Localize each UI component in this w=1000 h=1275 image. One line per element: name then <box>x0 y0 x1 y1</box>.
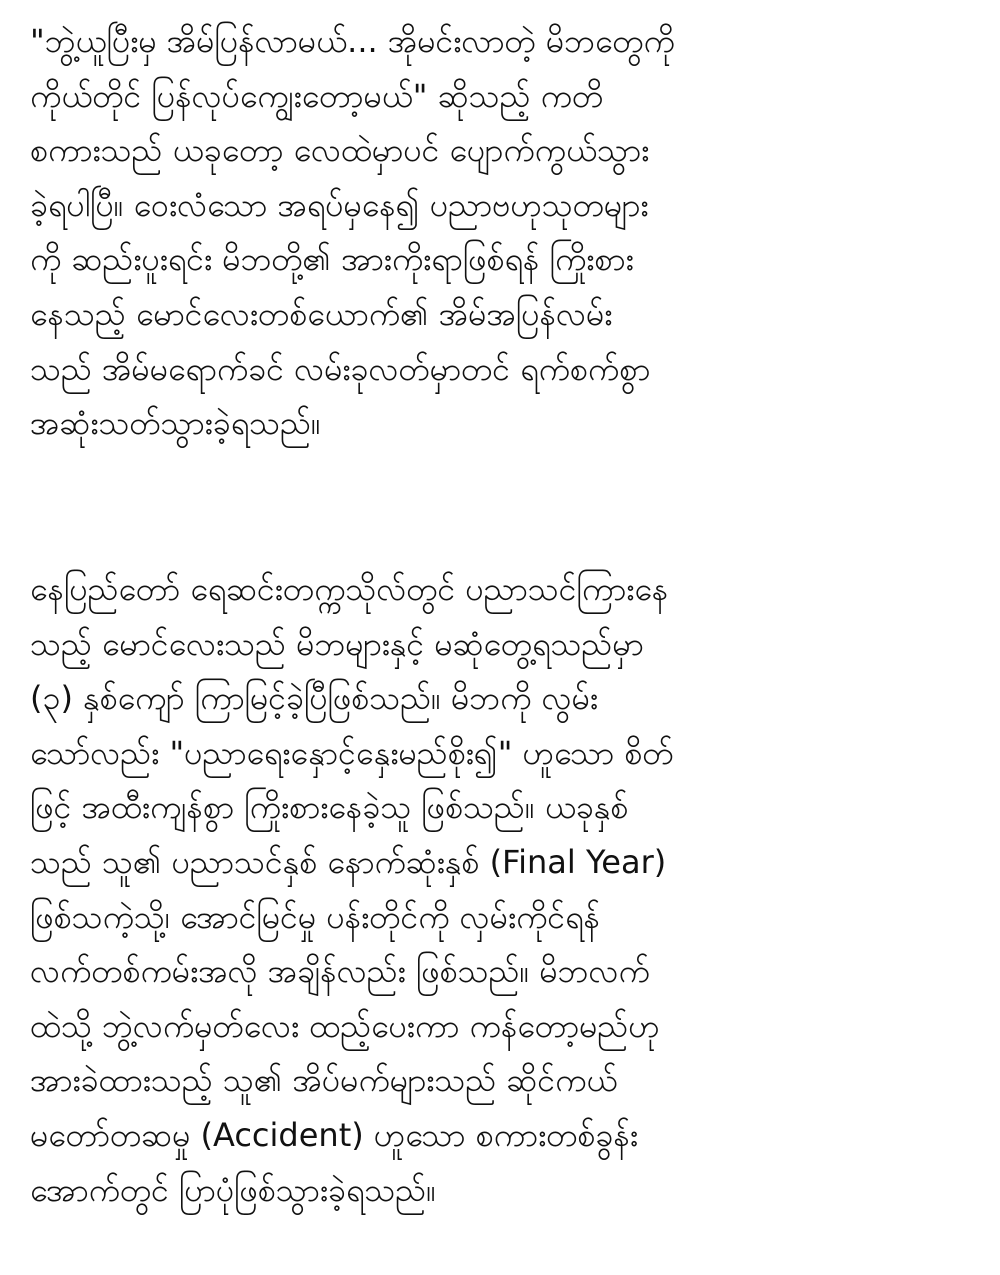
text-line: ဖြစ်သကဲ့သို့၊ အောင်မြင်မှု ပန်းတိုင်ကို လှမ်းကိုင်ရန် <box>30 897 601 936</box>
text-line: ဖြင့် အထီးကျန်စွာ ကြိုးစားနေခဲ့သူ ဖြစ်သည်။ ယခုနှစ် <box>30 788 629 827</box>
text-line: နေပြည်တော် ရေဆင်းတက္ကသိုလ်တွင် ပညာသင်ကြားနေ <box>30 570 669 608</box>
text-line: သော်လည်း "ပညာရေးနှောင့်နှေးမည်စိုး၍" ဟူသော စိတ် <box>30 733 674 772</box>
paragraph-2 <box>30 562 980 1217</box>
text-line: အောက်တွင် ပြာပုံဖြစ်သွားခဲ့ရသည်။ <box>30 1170 436 1209</box>
text-line: နေသည့် မောင်လေးတစ်ယောက်၏ အိမ်အပြန်လမ်း <box>30 294 613 333</box>
text-line: ခဲ့ရပါပြီ။ ဝေးလံသော အရပ်မှနေ၍ ပညာဗဟုသုတများ <box>30 185 649 224</box>
text-line: သည် အိမ်မရောက်ခင် လမ်းခုလတ်မှာတင် ရက်စက်စွာ <box>30 349 651 388</box>
text-line: "ဘွဲ့ယူပြီးမှ အိမ်ပြန်လာမယ်... အိုမင်းလာတဲ့ မိဘတွေကို <box>30 22 675 60</box>
text-line: ထဲသို့ ဘွဲ့လက်မှတ်လေး ထည့်ပေးကာ ကန်တော့မည်ဟု <box>30 1006 660 1045</box>
text-line: စကားသည် ယခုတော့ လေထဲမှာပင် ပျောက်ကွယ်သွား <box>30 131 650 170</box>
text-line: (၃) နှစ်ကျော် ကြာမြင့်ခဲ့ပြီဖြစ်သည်။ မိဘကို လွမ်း <box>30 679 598 718</box>
text-line: အားခဲထားသည့် သူ၏ အိပ်မက်များသည် ဆိုင်ကယ် <box>30 1061 618 1100</box>
text-line: လက်တစ်ကမ်းအလို အချိန်လည်း ဖြစ်သည်။ မိဘလက် <box>30 952 650 991</box>
text-line: ကို ဆည်းပူးရင်း မိဘတို့၏ အားကိုးရာဖြစ်ရန် ကြိုးစား <box>30 240 634 279</box>
text-line: သည့် မောင်လေးသည် မိဘများနှင့် မဆုံတွေ့ရသည်မှာ <box>30 624 644 663</box>
paragraph-1 <box>30 14 980 451</box>
text-line: ကိုယ်တိုင် ပြန်လုပ်ကျွေးတော့မယ်" ဆိုသည့် ကတိ <box>30 76 604 115</box>
text-line: အဆုံးသတ်သွားခဲ့ရသည်။ <box>30 404 321 443</box>
text-line: မတော်တဆမှု (Accident) ဟူသော စကားတစ်ခွန်း <box>30 1115 639 1154</box>
text-line: သည် သူ၏ ပညာသင်နှစ် နောက်ဆုံးနှစ် (Final Year) <box>30 842 667 881</box>
